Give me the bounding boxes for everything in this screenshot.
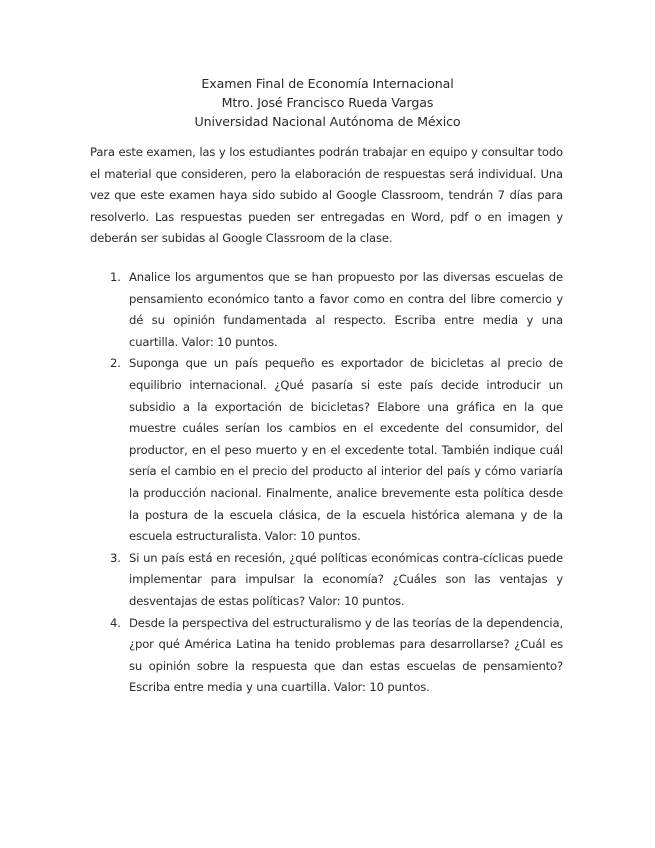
question-text: Desde la perspectiva del estructuralismo y de las teorías de la dependencia, ¿por qué América Latina ha tenido problemas para desarrollarse? ¿Cuál es su opinión sobre la respuesta que dan estas escuelas de pensamiento? Escriba entre media y una cuartilla. Valor: 10 puntos. <box>129 615 563 695</box>
question-text: Si un país está en recesión, ¿qué políticas económicas contra-cíclicas puede implementar para impulsar la economía? ¿Cuáles son las ventajas y desventajas de estas políticas? Valor: 10 puntos. <box>129 550 563 608</box>
exam-title: Examen Final de Economía Internacional <box>201 76 454 91</box>
instructor-name: Mtro. José Francisco Rueda Vargas <box>221 95 434 110</box>
question-item <box>90 353 563 547</box>
university-name: Universidad Nacional Autónoma de México <box>194 114 461 129</box>
question-text: Suponga que un país pequeño es exportador de bicicletas al precio de equilibrio internacional. ¿Qué pasaría si este país decide introducir un subsidio a la exportación de bicicletas? Elabore una gráfica en la que muestre cuáles serían los cambios en el excedente del consumidor, del productor, en el peso muerto y en el excedente total. También indique cuál sería el cambio en el precio del producto al interior del país y cómo variaría la producción nacional. Finalmente, analice brevemente esta política desde la postura de la escuela clásica, de la escuela histórica alemana y de la escuela estructuralista. Valor: 10 puntos. <box>129 356 563 544</box>
document-header <box>0 74 655 131</box>
question-number: 1. <box>110 270 121 284</box>
question-number: 3. <box>110 550 121 565</box>
question-item <box>90 548 563 613</box>
question-item <box>90 267 563 353</box>
question-list <box>90 267 563 699</box>
question-text: Analice los argumentos que se han propuesto por las diversas escuelas de pensamiento económico tanto a favor como en contra del libre comercio y dé su opinión fundamentada al respecto. Escriba entre media y una cuartilla. Valor: 10 puntos. <box>129 270 563 349</box>
instructions-paragraph: Para este examen, las y los estudiantes podrán trabajar en equipo y consultar todo el material que consideren, pero la elaboración de respuestas será individual. Una vez que este examen haya sido subido al Google Classroom, tendrán 7 días para resolverlo. Las respuestas pueden ser entregadas en Word, pdf o en imagen y deberán ser subidas al Google Classroom de la clase. <box>90 145 563 246</box>
question-number: 4. <box>110 615 121 630</box>
question-item <box>90 613 563 699</box>
question-number: 2. <box>110 356 121 371</box>
